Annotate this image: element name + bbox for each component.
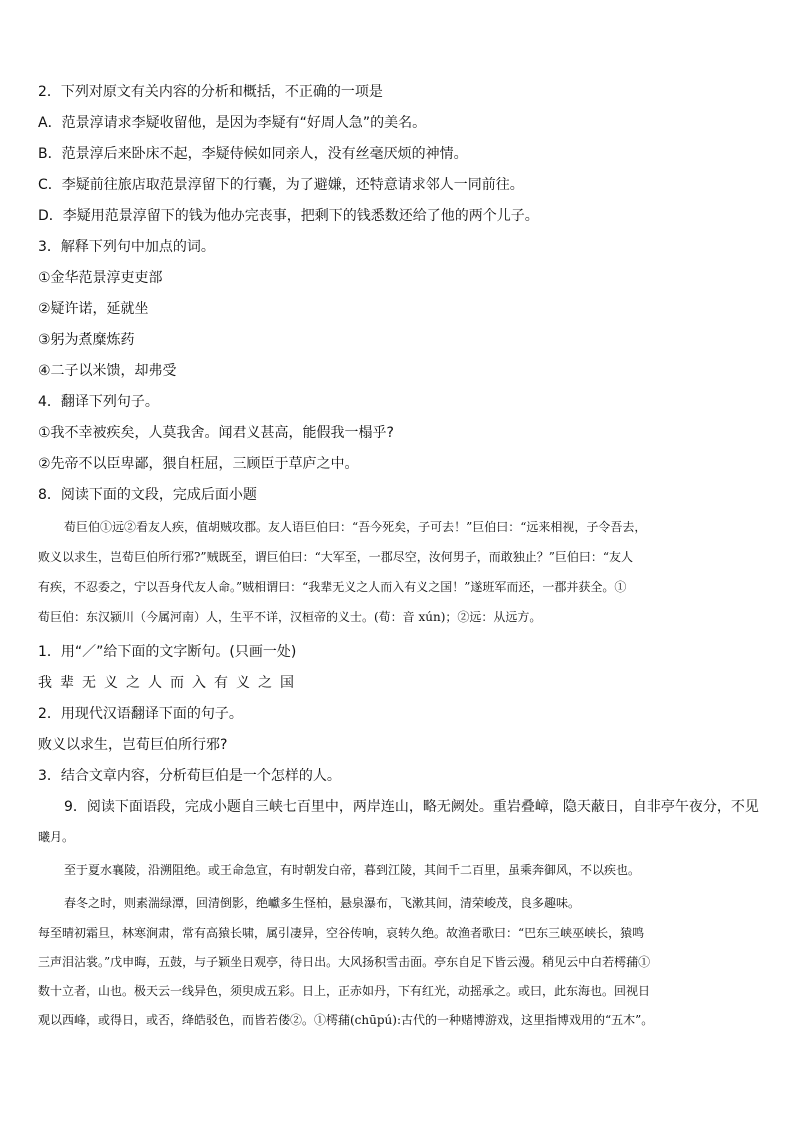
- question-4-stem: 4．翻译下列句子。: [38, 394, 159, 410]
- passage-9-paragraph-3: 春冬之时，则素湍绿潭，回清倒影，绝巘多生怪柏，悬泉瀑布，飞漱其间，清荣峻茂，良多趣味。: [64, 896, 581, 910]
- option-b: B．范景淳后来卧床不起，李疑侍候如同亲人，没有丝毫厌烦的神情。: [38, 146, 468, 162]
- option-a: A．范景淳请求李疑收留他，是因为李疑有“好周人急”的美名。: [38, 115, 427, 131]
- question-8-1-stem: 1．用“／”给下面的文字断句。(只画一处): [38, 644, 297, 660]
- word-item-2: ②疑许诺，延就坐: [38, 301, 149, 317]
- passage-8-footnote: 荀巨伯：东汉颍川（今属河南）人，生平不详，汉桓帝的义士。(荀：音 xún)；②远：从远方。: [38, 610, 542, 624]
- passage-9-paragraph-4-line-1: 每至晴初霜旦，林寒涧肃，常有高猿长啸，属引凄异，空谷传响，哀转久绝。故渔者歌曰：“巴东三峡巫峡长，猿鸣: [38, 926, 645, 940]
- question-2-stem: 2．下列对原文有关内容的分析和概括，不正确的一项是: [38, 84, 383, 100]
- question-8-3-stem: 3．结合文章内容，分析荀巨伯是一个怎样的人。: [38, 768, 341, 784]
- passage-8-line-2: 败义以求生，岂荀巨伯所行邪?”贼既至，谓巨伯曰：“大军至，一郡尽空，汝何男子，而敢独止？”巨伯曰：“友人: [38, 550, 633, 564]
- sentence-to-punctuate: 我辈无义之人而入有义之国: [38, 675, 302, 691]
- sentence-to-translate: 败义以求生，岂荀巨伯所行邪?: [38, 737, 228, 753]
- section-8-heading: 8．阅读下面的文段，完成后面小题: [38, 487, 257, 503]
- section-9-heading: 9．阅读下面语段，完成小题自三峡七百里中，两岸连山，略无阙处。重岩叠嶂，隐天蔽日，自非亭午夜分，不见: [64, 799, 759, 815]
- word-item-3: ③躬为煮糜炼药: [38, 332, 135, 348]
- option-c: C．李疑前往旅店取范景淳留下的行囊，为了避嫌，还特意请求邻人一同前往。: [38, 177, 524, 193]
- passage-9-line-2: 曦月。: [38, 830, 75, 844]
- question-3-stem: 3．解释下列句中加点的词。: [38, 239, 215, 255]
- option-d: D．李疑用范景淳留下的钱为他办完丧事，把剩下的钱悉数还给了他的两个儿子。: [38, 208, 539, 224]
- passage-9-paragraph-4-line-3: 数十立者，山也。极天云一线异色，须臾成五彩。日上，正赤如丹，下有红光，动摇承之。或曰，此东海也。回视日: [38, 984, 651, 998]
- passage-9-paragraph-2: 至于夏水襄陵，沿溯阻绝。或王命急宣，有时朝发白帝，暮到江陵，其间千二百里，虽乘奔御风，不以疾也。: [64, 863, 641, 877]
- word-item-4: ④二子以米馈，却弗受: [38, 363, 177, 379]
- passage-9-paragraph-4-line-4: 观以西峰，或得日，或否，绛皓驳色，而皆若偻②。①樗蒱(chūpú):古代的一种赌博游戏，这里指博戏用的“五木”。: [38, 1013, 654, 1027]
- word-item-1: ①金华范景淳吏吏部: [38, 270, 163, 286]
- question-8-2-stem: 2．用现代汉语翻译下面的句子。: [38, 706, 243, 722]
- translate-sentence-1: ①我不幸被疾矣，人莫我舍。闻君义甚高，能假我一榻乎?: [38, 425, 394, 441]
- passage-8-line-3: 有疾，不忍委之，宁以吾身代友人命。”贼相谓曰：“我辈无义之人而入有义之国！”遂班军而还，一郡并获全。①: [38, 580, 627, 594]
- passage-8-line-1: 荀巨伯①远②看友人疾，值胡贼攻郡。友人语巨伯曰：“吾今死矣，子可去！”巨伯曰：“远来相视，子令吾去，: [64, 520, 647, 534]
- passage-9-paragraph-4-line-2: 三声泪沾裳。”戊申晦，五鼓，与子颖坐日观亭，待日出。大风扬积雪击面。亭东自足下皆云漫。稍见云中白若樗蒱①: [38, 955, 651, 969]
- translate-sentence-2: ②先帝不以臣卑鄙，猥自枉屈，三顾臣于草庐之中。: [38, 456, 359, 472]
